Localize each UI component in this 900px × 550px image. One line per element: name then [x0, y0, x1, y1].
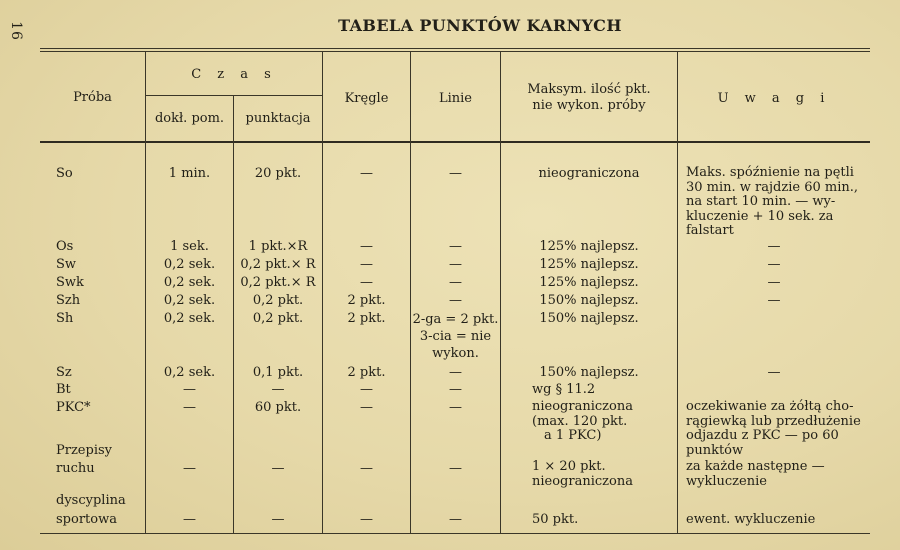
cell-maks: 125% najlepsz.: [539, 257, 639, 272]
cell-proba-line: dyscyplina: [56, 493, 126, 508]
cell-maks: wg § 11.2: [532, 382, 596, 397]
cell-dokl: 0,2 sek.: [163, 293, 216, 308]
cell-linie: —: [449, 461, 462, 476]
cell-proba: Szh: [56, 293, 81, 308]
cell-kregle: —: [360, 257, 373, 272]
uwagi-line: punktów: [686, 442, 744, 458]
cell-uwagi: —: [767, 365, 781, 380]
cell-uwagi: —: [767, 257, 781, 272]
uwagi-line: 30 min. w rajdzie 60 min.,: [686, 179, 859, 195]
cell-punktacja: —: [271, 461, 285, 476]
cell-dokl: 1 min.: [168, 166, 211, 181]
cell-punktacja: 0,2 pkt.: [252, 311, 304, 326]
header-maks-line2: nie wykon. próby: [532, 98, 646, 113]
table-bottom-rule: [40, 533, 870, 534]
cell-linie: —: [449, 382, 462, 397]
table-row: [0, 293, 900, 309]
header-bottom-rule: [40, 141, 870, 143]
table-top-rule-2: [40, 51, 870, 52]
cell-uwagi: ewent. wykluczenie: [686, 512, 816, 527]
cell-linie: —: [449, 257, 462, 272]
table-row: [0, 382, 900, 398]
czas-sub-rule: [146, 95, 322, 96]
uwagi-line: Maks. spóźnienie na pętli: [686, 165, 854, 180]
header-punktacja: punktacja: [245, 111, 311, 126]
cell-proba: Os: [56, 239, 74, 254]
cell-punktacja: —: [271, 512, 285, 527]
cell-linie: —: [449, 365, 462, 380]
cell-dokl: 0,2 sek.: [163, 275, 216, 290]
table-row: [0, 365, 900, 381]
cell-maks: [532, 460, 633, 489]
uwagi-line: rągiewką lub przedłużenie: [686, 413, 861, 429]
header-uwagi: U w a g i: [717, 91, 831, 106]
page-title: TABELA PUNKTÓW KARNYCH: [338, 16, 622, 35]
cell-proba: So: [56, 166, 73, 181]
cell-dokl: 0,2 sek.: [163, 311, 216, 326]
table-row: [0, 493, 900, 529]
header-dokl-pom: dokł. pom.: [154, 111, 225, 126]
cell-kregle: 2 pkt.: [347, 365, 386, 380]
cell-maks: 125% najlepsz.: [539, 239, 639, 254]
header-czas: C z a s: [191, 67, 277, 82]
cell-punktacja: 0,2 pkt.× R: [240, 257, 316, 272]
cell-uwagi: [686, 460, 825, 489]
cell-kregle: —: [360, 275, 373, 290]
cell-uwagi: [686, 166, 858, 239]
cell-proba-line: Przepisy: [56, 443, 112, 458]
table-row: [0, 257, 900, 273]
linie-line: 2-ga = 2 pkt.: [412, 312, 499, 327]
table-row: [0, 239, 900, 255]
cell-maks: 150% najlepsz.: [539, 365, 639, 380]
cell-maks: 150% najlepsz.: [539, 293, 639, 308]
maks-line: a 1 PKC): [544, 428, 602, 443]
cell-dokl: 0,2 sek.: [163, 365, 216, 380]
cell-linie: —: [449, 293, 462, 308]
cell-punktacja: 20 pkt.: [254, 166, 302, 181]
cell-punktacja: —: [271, 382, 285, 397]
maks-line: nieograniczona: [532, 473, 633, 489]
cell-maks: 125% najlepsz.: [539, 275, 639, 290]
header-proba: Próba: [73, 90, 112, 105]
uwagi-line: za każde następne —: [686, 459, 825, 474]
table-top-rule: [40, 48, 870, 49]
cell-dokl: —: [183, 400, 196, 415]
cell-uwagi: —: [767, 275, 781, 290]
cell-linie: —: [449, 512, 462, 527]
table-row: [0, 275, 900, 291]
cell-kregle: —: [360, 461, 373, 476]
cell-kregle: 2 pkt.: [347, 293, 386, 308]
cell-proba: Swk: [56, 275, 84, 290]
cell-uwagi: —: [767, 239, 781, 254]
page-number: 16: [8, 21, 24, 41]
header-linie: Linie: [438, 91, 472, 106]
cell-punktacja: 60 pkt.: [254, 400, 302, 415]
cell-kregle: —: [360, 512, 373, 527]
cell-kregle: —: [360, 400, 373, 415]
cell-kregle: 2 pkt.: [347, 311, 386, 326]
cell-dokl: —: [183, 512, 196, 527]
cell-proba: Sh: [56, 311, 74, 326]
linie-line: wykon.: [432, 346, 479, 361]
cell-uwagi: —: [767, 293, 781, 308]
table-row: [0, 311, 900, 361]
cell-dokl: 1 sek.: [170, 239, 209, 254]
linie-line: 3-cia = nie: [419, 329, 492, 344]
cell-proba: Bt: [56, 382, 71, 397]
cell-linie: —: [449, 166, 462, 181]
uwagi-line: kluczenie + 10 sek. za: [686, 208, 834, 224]
cell-dokl: —: [183, 382, 196, 397]
cell-proba: Sz: [56, 365, 72, 380]
cell-dokl: —: [183, 461, 196, 476]
maks-line: (max. 120 pkt.: [532, 413, 628, 429]
cell-kregle: —: [360, 166, 373, 181]
cell-proba-line: sportowa: [56, 512, 117, 527]
cell-kregle: —: [360, 239, 373, 254]
cell-dokl: 0,2 sek.: [163, 257, 216, 272]
uwagi-line: odjazdu z PKC — po 60: [686, 428, 839, 443]
cell-proba: PKC*: [56, 400, 91, 415]
cell-linie: —: [449, 275, 462, 290]
cell-punktacja: 0,1 pkt.: [252, 365, 304, 380]
uwagi-line: wykluczenie: [686, 473, 767, 489]
cell-punktacja: 0,2 pkt.: [252, 293, 304, 308]
cell-maks: nieograniczona: [538, 166, 640, 181]
cell-maks: 150% najlepsz.: [539, 311, 639, 326]
uwagi-line: na start 10 min. — wy-: [686, 194, 836, 209]
table-row: [0, 443, 900, 491]
uwagi-line: falstart: [686, 223, 734, 238]
cell-punktacja: 0,2 pkt.× R: [240, 275, 316, 290]
cell-linie: —: [449, 239, 462, 254]
cell-maks: 50 pkt.: [532, 512, 579, 527]
cell-kregle: —: [360, 382, 373, 397]
maks-line: nieograniczona: [532, 399, 633, 414]
cell-proba-line: ruchu: [56, 461, 95, 476]
cell-linie: —: [449, 400, 462, 415]
cell-maks: [532, 400, 633, 444]
uwagi-line: oczekiwanie za żółtą cho-: [686, 399, 854, 414]
header-kregle: Kręgle: [344, 91, 389, 106]
cell-linie: [411, 311, 500, 362]
cell-punktacja: 1 pkt.×R: [248, 239, 308, 254]
header-maks-line1: Maksym. ilość pkt.: [527, 82, 651, 97]
maks-line: 1 × 20 pkt.: [532, 459, 606, 474]
cell-proba: Sw: [56, 257, 77, 272]
